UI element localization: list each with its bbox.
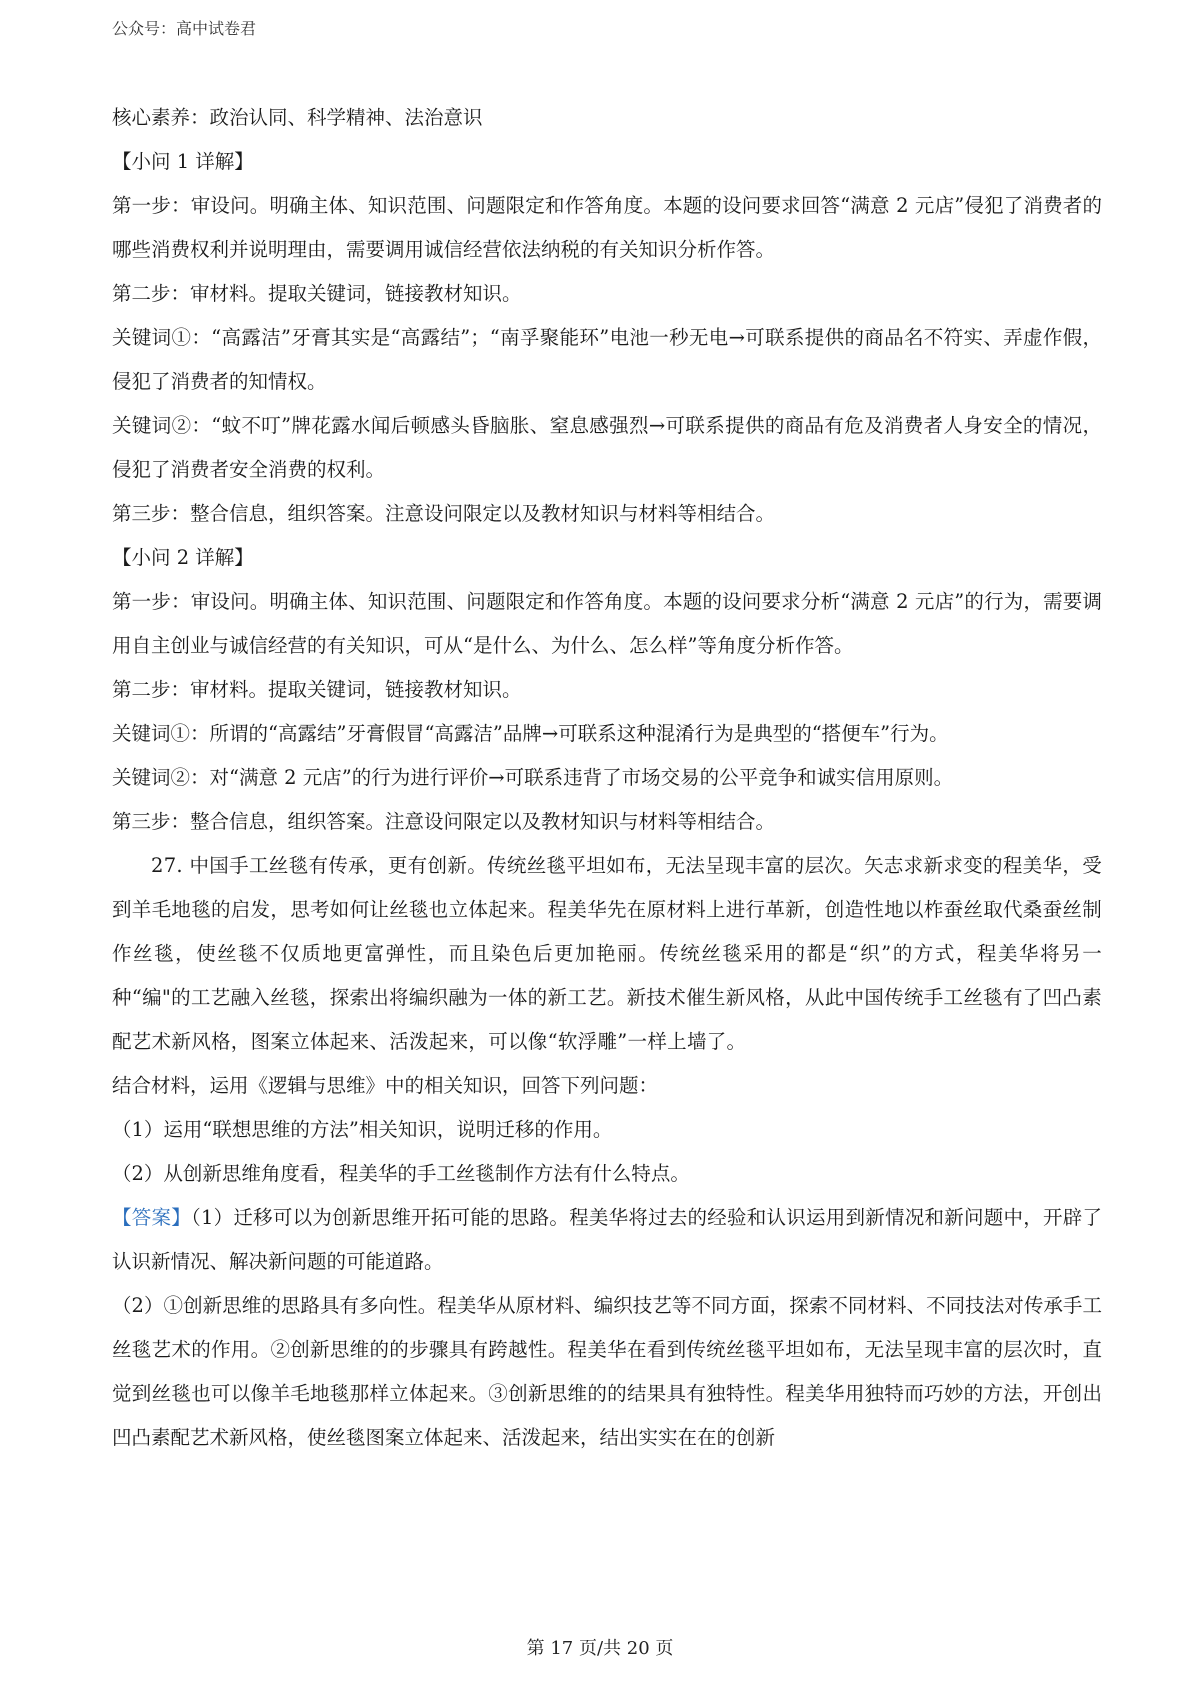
question-27-sub1: （1）运用“联想思维的方法”相关知识，说明迁移的作用。 [112, 1118, 613, 1141]
watermark: 公众号：高中试卷君 [112, 19, 257, 38]
sub2-keyword1: 关键词①：所谓的“高露结”牙膏假冒“高露洁”品牌→可联系这种混淆行为是典型的“搭便车”行为。 [112, 722, 949, 745]
question-27-instruction: 结合材料，运用《逻辑与思维》中的相关知识，回答下列问题： [112, 1074, 659, 1097]
answer-2: （2）①创新思维的思路具有多向性。程美华从原材料、编织技艺等不同方面，探索不同材料、不同技法对传承手工丝毯艺术的作用。②创新思维的的步骤具有跨越性。程美华在看到传统丝毯平坦如布，无法呈现丰富的层次时，直觉到丝毯也可以像羊毛地毯那样立体起来。③创新思维的的结果具有独特性。程美华用独特而巧妙的方法，开创出凹凸素配艺术新风格，使丝毯图案立体起来、活泼起来，结出实实在在的创新 [112, 1294, 1102, 1449]
answer-1 [112, 1196, 1102, 1284]
answer-tag: 【答案】 [112, 1206, 191, 1229]
question-27-sub2: （2）从创新思维角度看，程美华的手工丝毯制作方法有什么特点。 [112, 1162, 690, 1185]
question-27-material: 27. 中国手工丝毯有传承，更有创新。传统丝毯平坦如布，无法呈现丰富的层次。矢志求新求变的程美华，受到羊毛地毯的启发，思考如何让丝毯也立体起来。程美华先在原材料上进行革新，创造性地以柞蚕丝取代桑蚕丝制作丝毯，使丝毯不仅质地更富弹性，而且染色后更加艳丽。传统丝毯采用的都是“织”的方式，程美华将另一种“编"的工艺融入丝毯，探索出将编织融为一体的新工艺。新技术催生新风格，从此中国传统手工丝毯有了凹凸素配艺术新风格，图案立体起来、活泼起来，可以像“软浮雕”一样上墙了。 [112, 854, 1103, 1053]
sub1-keyword2: 关键词②：“蚊不叮”牌花露水闻后顿感头昏脑胀、窒息感强烈→可联系提供的商品有危及消费者人身安全的情况，侵犯了消费者安全消费的权利。 [112, 414, 1102, 481]
page-number: 第 17 页/共 20 页 [526, 1638, 674, 1659]
core-literacy: 核心素养：政治认同、科学精神、法治意识 [112, 106, 483, 129]
answer-1-text: （1）迁移可以为创新思维开拓可能的思路。程美华将过去的经验和认识运用到新情况和新问题中，开辟了认识新情况、解决新问题的可能道路。 [112, 1206, 1102, 1273]
sub1-step1: 第一步：审设问。明确主体、知识范围、问题限定和作答角度。本题的设问要求回答“满意 2 元店”侵犯了消费者的哪些消费权利并说明理由，需要调用诚信经营依法纳税的有关知识分析作答。 [112, 194, 1102, 261]
sub2-step3: 第三步：整合信息，组织答案。注意设问限定以及教材知识与材料等相结合。 [112, 810, 776, 833]
sub2-keyword2: 关键词②：对“满意 2 元店”的行为进行评价→可联系违背了市场交易的公平竞争和诚实信用原则。 [112, 766, 954, 789]
sub1-title: 【小问 1 详解】 [112, 150, 254, 173]
sub1-step2: 第二步：审材料。提取关键词，链接教材知识。 [112, 282, 522, 305]
sub2-step2: 第二步：审材料。提取关键词，链接教材知识。 [112, 678, 522, 701]
sub1-keyword1: 关键词①：“高露洁”牙膏其实是“高露结”；“南孚聚能环”电池一秒无电→可联系提供的商品名不符实、弄虚作假，侵犯了消费者的知情权。 [112, 326, 1102, 393]
page-content [112, 96, 1102, 1460]
sub2-title: 【小问 2 详解】 [112, 546, 254, 569]
sub1-step3: 第三步：整合信息，组织答案。注意设问限定以及教材知识与材料等相结合。 [112, 502, 776, 525]
sub2-step1: 第一步：审设问。明确主体、知识范围、问题限定和作答角度。本题的设问要求分析“满意 2 元店”的行为，需要调用自主创业与诚信经营的有关知识，可从“是什么、为什么、怎么样”等角度分析作答。 [112, 590, 1102, 657]
